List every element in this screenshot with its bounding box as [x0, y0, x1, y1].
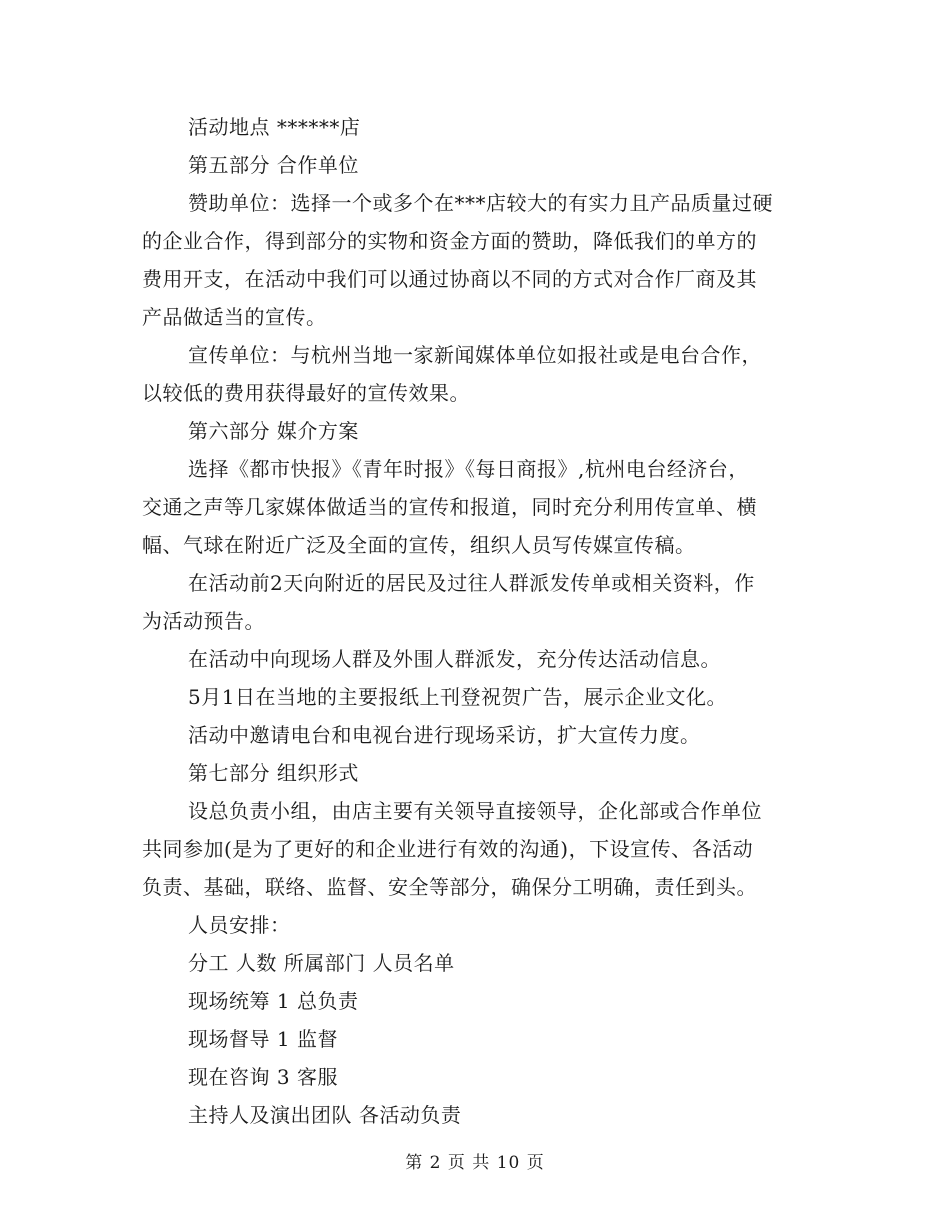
text-line: 宣传单位：与杭州当地一家新闻媒体单位如报社或是电台合作， — [188, 343, 762, 367]
text-line: 第七部分 组织形式 — [188, 761, 359, 785]
text-line: 设总负责小组，由店主要有关领导直接领导，企化部或合作单位 — [188, 799, 762, 823]
text-line: 现在咨询 3 客服 — [188, 1065, 338, 1089]
text-line: 在活动中向现场人群及外围人群派发，充分传达活动信息。 — [188, 647, 721, 671]
text-line: 现场督导 1 监督 — [188, 1027, 338, 1051]
text-line: 在活动前2天向附近的居民及过往人群派发传单或相关资料，作 — [188, 571, 755, 595]
text-line: 以较低的费用获得最好的宣传效果。 — [142, 381, 470, 405]
text-line: 活动地点 ******店 — [188, 115, 361, 139]
page-footer: 第 2 页 共 10 页 — [405, 1153, 545, 1173]
text-line: 人员安排： — [188, 913, 291, 937]
text-line: 活动中邀请电台和电视台进行现场采访，扩大宣传力度。 — [188, 723, 701, 747]
text-line: 现场统筹 1 总负责 — [188, 989, 359, 1013]
text-line: 产品做适当的宣传。 — [142, 305, 327, 329]
text-line: 费用开支，在活动中我们可以通过协商以不同的方式对合作厂商及其 — [142, 267, 757, 291]
text-line: 主持人及演出团队 各活动负责 — [188, 1103, 462, 1127]
text-line: 幅、气球在附近广泛及全面的宣传，组织人员写传媒宣传稿。 — [142, 533, 696, 557]
text-line: 赞助单位：选择一个或多个在***店较大的有实力且产品质量过硬 — [188, 191, 773, 215]
text-line: 的企业合作，得到部分的实物和资金方面的赞助，降低我们的单方的 — [142, 229, 757, 253]
text-line: 交通之声等几家媒体做适当的宣传和报道，同时充分利用传宣单、横 — [142, 495, 757, 519]
text-line: 共同参加(是为了更好的和企业进行有效的沟通)，下设宣传、各活动 — [142, 837, 754, 861]
text-line: 负责、基础，联络、监督、安全等部分，确保分工明确，责任到头。 — [142, 875, 757, 899]
text-line: 分工 人数 所属部门 人员名单 — [188, 951, 455, 975]
text-line: 为活动预告。 — [142, 609, 265, 633]
text-line: 选择《都市快报》《青年时报》《每日商报》,杭州电台经济台， — [188, 457, 749, 481]
text-line: 第六部分 媒介方案 — [188, 419, 359, 443]
text-line: 第五部分 合作单位 — [188, 153, 359, 177]
text-line: 5月1日在当地的主要报纸上刊登祝贺广告，展示企业文化。 — [188, 685, 727, 709]
document-body — [142, 108, 810, 1134]
